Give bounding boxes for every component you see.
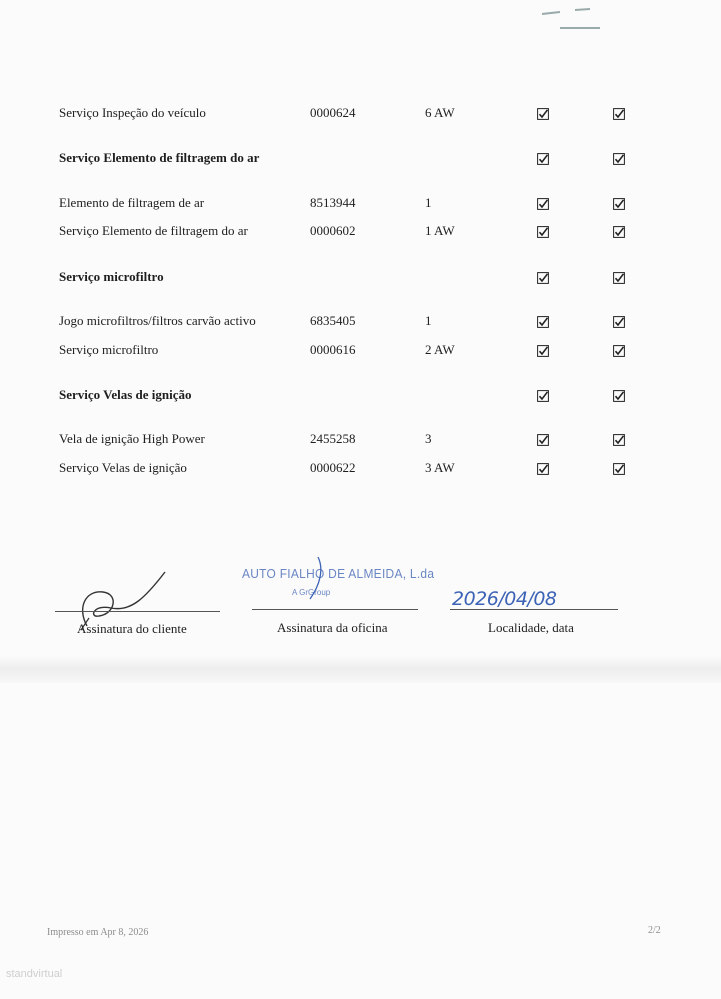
watermark-logo: standvirtual <box>6 968 63 980</box>
section-header-row <box>0 269 721 289</box>
location-date-label: Localidade, data <box>488 620 574 635</box>
handwritten-date: 2026/04/08 <box>452 588 557 610</box>
item-description: Serviço Elemento de filtragem do ar <box>59 223 248 238</box>
printed-date: Impresso em Apr 8, 2026 <box>47 927 149 938</box>
item-quantity: 3 <box>425 431 432 446</box>
checked-box-icon <box>537 272 549 284</box>
table-row <box>0 105 721 125</box>
checked-box-icon <box>537 390 549 402</box>
table-row <box>0 195 721 215</box>
checked-box-icon <box>613 345 625 357</box>
item-code: 2455258 <box>310 431 356 446</box>
item-quantity: 1 <box>425 313 432 328</box>
location-date-line <box>450 609 618 610</box>
table-row <box>0 460 721 480</box>
item-description: Vela de ignição High Power <box>59 431 205 446</box>
item-quantity: 3 AW <box>425 460 455 475</box>
table-row <box>0 431 721 451</box>
page-number: 2/2 <box>648 925 661 936</box>
item-description: Serviço Velas de ignição <box>59 460 187 475</box>
checked-box-icon <box>613 108 625 120</box>
scan-shadow-band <box>0 655 721 683</box>
item-quantity: 6 AW <box>425 105 455 120</box>
checked-box-icon <box>613 272 625 284</box>
item-code: 0000602 <box>310 223 356 238</box>
item-code: 8513944 <box>310 195 356 210</box>
checked-box-icon <box>537 226 549 238</box>
item-description: Serviço microfiltro <box>59 269 164 284</box>
corner-scan-marks <box>530 0 721 45</box>
checked-box-icon <box>537 316 549 328</box>
item-quantity: 1 <box>425 195 432 210</box>
item-description: Serviço Inspeção do veículo <box>59 105 206 120</box>
item-description: Jogo microfiltros/filtros carvão activo <box>59 313 256 328</box>
checked-box-icon <box>537 434 549 446</box>
item-code: 0000624 <box>310 105 356 120</box>
client-signature-line <box>55 611 220 612</box>
table-row <box>0 342 721 362</box>
workshop-stamp-subtext: A GrGroup <box>292 588 331 597</box>
item-quantity: 2 AW <box>425 342 455 357</box>
checked-box-icon <box>613 390 625 402</box>
checked-box-icon <box>613 226 625 238</box>
section-header-row <box>0 387 721 407</box>
item-code: 6835405 <box>310 313 356 328</box>
section-header-row <box>0 150 721 170</box>
checked-box-icon <box>613 198 625 210</box>
table-row <box>0 223 721 243</box>
checked-box-icon <box>537 153 549 165</box>
item-description: Elemento de filtragem de ar <box>59 195 205 210</box>
checked-box-icon <box>537 345 549 357</box>
table-row <box>0 313 721 333</box>
checked-box-icon <box>613 153 625 165</box>
checked-box-icon <box>613 434 625 446</box>
checked-box-icon <box>537 108 549 120</box>
client-signature-label: Assinatura do cliente <box>77 621 187 636</box>
item-description: Serviço microfiltro <box>59 342 159 357</box>
item-code: 0000616 <box>310 342 356 357</box>
item-description: Serviço Elemento de filtragem do ar <box>59 150 260 165</box>
item-description: Serviço Velas de ignição <box>59 387 192 402</box>
workshop-signature-label: Assinatura da oficina <box>277 620 388 635</box>
item-quantity: 1 AW <box>425 223 455 238</box>
checked-box-icon <box>613 316 625 328</box>
checked-box-icon <box>537 463 549 475</box>
workshop-stamp: AUTO FIALHO DE ALMEIDA, L.da <box>242 566 435 581</box>
workshop-signature-stroke <box>300 555 340 605</box>
workshop-signature-line <box>252 609 418 610</box>
checked-box-icon <box>537 198 549 210</box>
item-code: 0000622 <box>310 460 356 475</box>
checked-box-icon <box>613 463 625 475</box>
